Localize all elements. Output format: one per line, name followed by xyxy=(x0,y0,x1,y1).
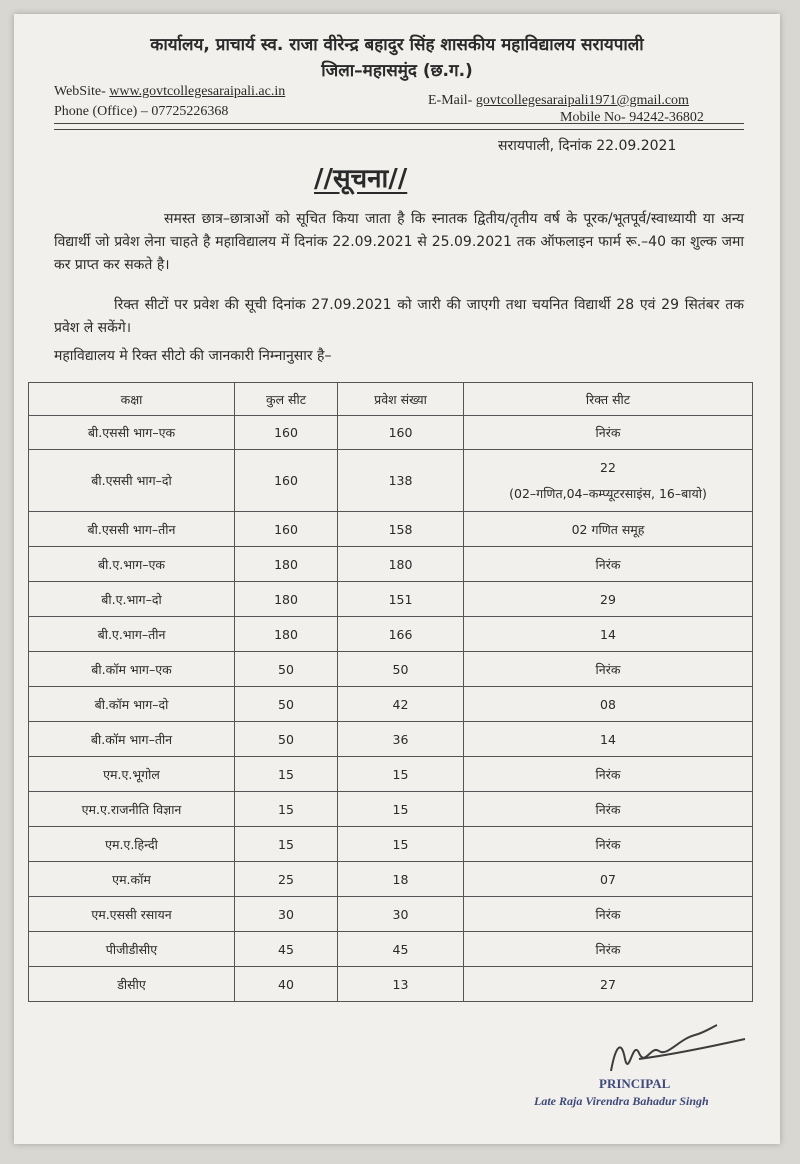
cell-class: एम.ए.राजनीति विज्ञान xyxy=(29,792,235,827)
notice-document xyxy=(14,14,780,1144)
place-date: सरायपाली, दिनांक 22.09.2021 xyxy=(498,138,677,154)
cell-admitted: 166 xyxy=(338,617,464,652)
cell-admitted: 36 xyxy=(338,722,464,757)
table-row xyxy=(29,827,753,862)
cell-total-seats: 15 xyxy=(235,827,338,862)
cell-total-seats: 50 xyxy=(235,687,338,722)
cell-class: बी.एससी भाग–तीन xyxy=(29,512,235,547)
phone-text: Phone (Office) – 07725226368 xyxy=(54,104,229,119)
email-label: E-Mail- xyxy=(428,93,473,108)
office-title: कार्यालय, प्राचार्य स्व. राजा वीरेन्द्र बहादुर सिंह शासकीय महाविद्यालय सरायपाली xyxy=(150,35,644,55)
principal-stamp: Late Raja Virendra Bahadur Singh xyxy=(534,1094,709,1108)
table-row xyxy=(29,416,753,450)
cell-admitted: 15 xyxy=(338,792,464,827)
cell-total-seats: 50 xyxy=(235,722,338,757)
notice-paragraph-2 xyxy=(54,294,744,340)
table-row xyxy=(29,652,753,687)
cell-vacant: 02 गणित समूह xyxy=(464,512,753,547)
cell-vacant xyxy=(464,450,753,512)
cell-admitted: 158 xyxy=(338,512,464,547)
table-row xyxy=(29,450,753,512)
cell-admitted: 151 xyxy=(338,582,464,617)
cell-class: बी.ए.भाग–दो xyxy=(29,582,235,617)
table-row xyxy=(29,932,753,967)
email-line xyxy=(428,93,689,109)
cell-total-seats: 180 xyxy=(235,617,338,652)
signature-mark xyxy=(599,1019,749,1079)
cell-class: बी.ए.भाग–तीन xyxy=(29,617,235,652)
cell-vacant: निरंक xyxy=(464,792,753,827)
cell-admitted: 45 xyxy=(338,932,464,967)
cell-class: एम.कॉम xyxy=(29,862,235,897)
cell-vacant: 14 xyxy=(464,722,753,757)
cell-vacant: निरंक xyxy=(464,757,753,792)
cell-total-seats: 30 xyxy=(235,897,338,932)
cell-class: बी.एससी भाग–एक xyxy=(29,416,235,450)
cell-vacant: 08 xyxy=(464,687,753,722)
cell-total-seats: 15 xyxy=(235,757,338,792)
cell-class: बी.कॉम भाग–दो xyxy=(29,687,235,722)
cell-total-seats: 160 xyxy=(235,416,338,450)
cell-admitted: 160 xyxy=(338,416,464,450)
table-row xyxy=(29,792,753,827)
cell-admitted: 15 xyxy=(338,827,464,862)
cell-total-seats: 40 xyxy=(235,967,338,1002)
cell-class: एम.ए.हिन्दी xyxy=(29,827,235,862)
paragraph-2-text: रिक्त सीटों पर प्रवेश की सूची दिनांक 27.09.2021 को जारी की जाएगी तथा चयनित विद्यार्थी 28 एवं 29 सितंबर तक प्रवेश ले सकेंगे। xyxy=(54,297,744,336)
vacant-seats-table xyxy=(28,382,753,1002)
cell-vacant: निरंक xyxy=(464,652,753,687)
cell-vacant: निरंक xyxy=(464,827,753,862)
notice-heading: //सूचना// xyxy=(314,164,408,194)
cell-admitted: 138 xyxy=(338,450,464,512)
header-divider-2 xyxy=(54,129,744,130)
header-class: कक्षा xyxy=(29,383,235,416)
cell-total-seats: 180 xyxy=(235,582,338,617)
district-title: जिला–महासमुंद (छ.ग.) xyxy=(321,61,473,81)
cell-admitted: 15 xyxy=(338,757,464,792)
cell-vacant: निरंक xyxy=(464,416,753,450)
cell-total-seats: 50 xyxy=(235,652,338,687)
cell-admitted: 180 xyxy=(338,547,464,582)
cell-vacant: 29 xyxy=(464,582,753,617)
table-intro: महाविद्यालय मे रिक्त सीटो की जानकारी निम्नानुसार है– xyxy=(54,348,332,364)
cell-total-seats: 180 xyxy=(235,547,338,582)
cell-class: पीजीडीसीए xyxy=(29,932,235,967)
header-vacant: रिक्त सीट xyxy=(464,383,753,416)
table-row xyxy=(29,617,753,652)
cell-class: बी.एससी भाग–दो xyxy=(29,450,235,512)
cell-vacant: निरंक xyxy=(464,897,753,932)
website-line xyxy=(54,84,285,100)
vacant-count: 22 xyxy=(600,459,616,475)
table-row xyxy=(29,722,753,757)
cell-admitted: 30 xyxy=(338,897,464,932)
table-row xyxy=(29,897,753,932)
email-link[interactable]: govtcollegesaraipali1971@gmail.com xyxy=(475,93,689,108)
cell-vacant: 27 xyxy=(464,967,753,1002)
table-row xyxy=(29,547,753,582)
header-total-seats: कुल सीट xyxy=(235,383,338,416)
cell-class: बी.कॉम भाग–एक xyxy=(29,652,235,687)
cell-class: बी.ए.भाग–एक xyxy=(29,547,235,582)
cell-admitted: 50 xyxy=(338,652,464,687)
cell-class: एम.ए.भूगोल xyxy=(29,757,235,792)
cell-total-seats: 160 xyxy=(235,450,338,512)
table-header-row xyxy=(29,383,753,416)
header-admitted: प्रवेश संख्या xyxy=(338,383,464,416)
website-link[interactable]: www.govtcollegesaraipali.ac.in xyxy=(109,84,286,99)
table-row xyxy=(29,757,753,792)
table-row xyxy=(29,862,753,897)
cell-vacant: निरंक xyxy=(464,932,753,967)
cell-class: डीसीए xyxy=(29,967,235,1002)
table-row xyxy=(29,687,753,722)
cell-class: बी.कॉम भाग–तीन xyxy=(29,722,235,757)
website-label: WebSite- xyxy=(54,84,106,99)
cell-admitted: 13 xyxy=(338,967,464,1002)
cell-vacant: 14 xyxy=(464,617,753,652)
cell-total-seats: 15 xyxy=(235,792,338,827)
paragraph-1-text: समस्त छात्र–छात्राओं को सूचित किया जाता है कि स्नातक द्वितीय/तृतीय वर्ष के पूरक/भूतपूर्व/स्वाध्यायी या अन्य विद्यार्थी जो प्रवेश लेना चाहते है महाविद्यालय में दिनांक 22.09.2021 से 25.09.2021 तक ऑफलाइन फार्म रू.–40 का शुल्क जमा कर प्राप्त कर सकते है। xyxy=(54,211,744,273)
cell-admitted: 42 xyxy=(338,687,464,722)
cell-vacant: निरंक xyxy=(464,547,753,582)
cell-admitted: 18 xyxy=(338,862,464,897)
principal-title: PRINCIPAL xyxy=(599,1076,671,1091)
cell-total-seats: 45 xyxy=(235,932,338,967)
table-row xyxy=(29,512,753,547)
notice-paragraph-1 xyxy=(54,208,744,277)
table-row xyxy=(29,582,753,617)
vacant-note: (02–गणित,04–कम्प्यूटरसाइंस, 16–बायो) xyxy=(509,485,707,501)
mobile-text: Mobile No- 94242-36802 xyxy=(560,110,704,125)
table-row xyxy=(29,967,753,1002)
cell-vacant: 07 xyxy=(464,862,753,897)
cell-total-seats: 160 xyxy=(235,512,338,547)
cell-class: एम.एससी रसायन xyxy=(29,897,235,932)
cell-total-seats: 25 xyxy=(235,862,338,897)
